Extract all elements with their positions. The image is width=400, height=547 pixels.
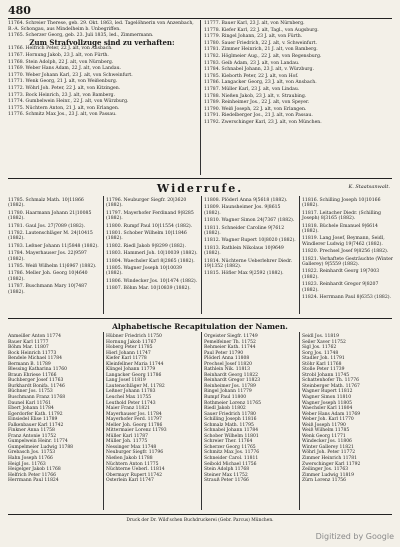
index-entry: Finkner Anna 11758: [8, 428, 55, 434]
revocation-entry: 11813. Rathlein Nikolaus 10|9649 (1882).: [204, 245, 284, 257]
printer-note: Druck der Dr. Wild'schen Buchdruckerei (Gebr. Parcus) München.: [126, 518, 274, 523]
signature: K. Staatsanwalt.: [348, 184, 390, 190]
section-heading: Zum Strafvollzuge sind zu verhaften:: [29, 37, 175, 47]
index-entry: Schneider Carol. 11811: [204, 456, 259, 462]
index-entry: Leuchel Max 11755: [106, 395, 152, 401]
index-entry: Stolle Peter 11739: [302, 367, 345, 373]
revocations-title: Widerrufe.: [156, 182, 244, 195]
revocation-entry: 11817. Leitacher Diedr. (Schilling Joseph) 8|3165 (1882).: [302, 210, 381, 222]
index-entry: Strobl Johann 11745: [302, 372, 350, 378]
index-entry: Waechsler Karl 11804: [302, 406, 353, 412]
index-entry: Daunel Karl 11761: [8, 400, 52, 406]
revocation-entry: 11782. Lautenschläger M. 24|10415 (1882).: [8, 231, 93, 242]
entry: 11792. Zwerschinger Karl, 23 J. alt, von München.: [204, 119, 322, 125]
index-entry: Wagner Simon 11810: [302, 395, 352, 401]
revocation-entry: 11781. Gaul Jos. 27|7089 (1882).: [8, 223, 85, 229]
index-entry: Steinberger Math. 11767: [302, 383, 360, 389]
entry: 11765. Scherzer Georg, geb. 23. Juli 1835, led., Zimmermann.: [8, 33, 154, 39]
index-entry: Winter Gallerey 11821: [302, 444, 354, 450]
entry: 11784. Schnabel Johann, 23 J. alt, v. Würzburg.: [204, 67, 314, 73]
index-entry: Zürn Lorenz 11756: [302, 478, 347, 484]
revocation-entry: 11806. Windecker Jos. 10|1474 (1882).: [106, 278, 198, 284]
index-entry: Orgeister Siegfr. 11749: [204, 334, 258, 339]
index-entry: Egerdorfer Kath. 11792: [8, 411, 63, 417]
entry: 11771. Wenk Georg, 21 J. alt, von Weißenburg.: [8, 79, 118, 85]
revocation-column: [106, 198, 198, 294]
index-entry: Böhm Mar. 11807: [8, 345, 49, 351]
revocation-entry: 11780. Haarmann Johann 21|10085 (1882).: [8, 210, 92, 222]
index-entry: Windecker Jos. 11806: [302, 439, 352, 445]
column-divider: [103, 332, 104, 510]
revocation-column: [8, 198, 100, 297]
revocation-entry: 11800. Rumpf Paul 10|11554 (1882).: [106, 223, 193, 229]
entry: 11779. Ringel Johann, 23 J. alt, von Fürth.: [204, 34, 303, 40]
index-entry: Büchner Jos. 11753: [8, 389, 53, 395]
revocation-entry: 11818. Büchele Emanuel 9|6614 (1882).: [302, 223, 378, 235]
revocation-entry: 11785. Weiß Wilhelm 11|6967 (1882).: [8, 264, 97, 270]
index-entry: Wenk Georg 11771: [302, 433, 346, 439]
index-entry: Stadler Joh. 11791: [302, 356, 345, 362]
column-divider: [201, 196, 202, 314]
entry: 11788. Nießen Jakob, 23 J. alt, v. Straubing.: [204, 93, 307, 99]
index-column: [302, 334, 394, 484]
index-entry: Prechsel Josef 11820: [204, 361, 252, 367]
entry: 11764. Schreier Therese, geb. 29. Okt. 1863, led. Tagelöhnerin von Anzenbach, B.-A. Schongau, aus Mindelheim b. Unbegriffen.: [8, 21, 194, 32]
index-entry: Wagner Rupert 11812: [302, 389, 353, 395]
index-entry: Obermayr Rupert 11742: [106, 472, 162, 478]
index-entry: Hübner Friedrich 11750: [106, 334, 162, 339]
index-entry: Seidl Jos. 11819: [302, 334, 339, 339]
revocation-entry: 11821. Verhaftete Gesträuchte (Winter Gallerey) 9|5559 (1882).: [302, 256, 393, 268]
index-rule: [8, 318, 392, 319]
index-entry: Reinheimer Jos. 11789: [204, 383, 256, 389]
index-entry: Herrmann Paul 11824: [8, 478, 59, 484]
revocation-entry: 11812. Wagner Rupert 10|8020 (1882).: [204, 238, 296, 244]
index-entry: Schilling Joseph 11816: [204, 417, 257, 423]
entry: 11767. Hornung Jakob, 23 J. alt, von Fürth.: [8, 52, 109, 58]
index-entry: Plöderl Anna 11808: [204, 356, 250, 362]
index-entry: Heigl Jos. 11763: [8, 461, 46, 467]
revocation-entry: 11822. Reinhardt Georg 19|7003 (1882).: [302, 269, 380, 280]
index-entry: Bock Heinrich 11773: [8, 350, 57, 356]
index-entry: Riedl Jakob 11802: [204, 406, 246, 412]
top-rule: [8, 18, 392, 19]
index-entry: Weiß Joseph 11790: [302, 422, 346, 428]
entry: 11768. Stein Adolph, 22 J. alt, von Nürnberg.: [8, 59, 114, 65]
index-entry: Sauer Friedrich 11780: [204, 411, 256, 417]
index-column: [204, 334, 296, 484]
index-entry: Müller Karl 11787: [106, 433, 149, 439]
entry: 11787. Müller Karl, 23 J. alt, von Lindau.: [204, 86, 300, 92]
index-entry: Weber Hans Adam 11769: [302, 411, 361, 417]
index-entry: Heigelger Jakob 11768: [8, 467, 61, 473]
index-entry: Mittermaier Lorenz 11793: [106, 428, 167, 434]
revocation-entry: 11785. Schmalz Math. 10|11866 (1882).: [8, 198, 84, 209]
index-entry: Gumpelmeier Ludwig 11788: [8, 444, 74, 450]
index-entry: Schattenhofer Th. 11776: [302, 378, 359, 384]
revocation-entry: 11809. Haunsheimer Jos. 9|8615 (1882).: [204, 205, 281, 216]
top-left-column: [8, 21, 196, 119]
index-entry: Leuthold Peter 11743: [106, 400, 156, 406]
top-right-column: [204, 21, 392, 127]
entry: 11772. Wöhrl Joh. Peter, 22 J. alt, von Kitzingen.: [8, 85, 121, 91]
index-entry: Mayerhofer Ferd. 11797: [106, 417, 162, 423]
column-divider-top: [200, 20, 201, 175]
index-entry: Rumpf Paul 11800: [204, 395, 247, 401]
index-entry: Schreier Ther. 11764: [204, 439, 253, 445]
index-entry: Bendele Michael 11784: [8, 356, 62, 362]
index-entry: Schober Wilhelm 11801: [204, 433, 259, 439]
index-entry: Mayerhauser Jos. 11784: [106, 411, 162, 417]
index-entry: Lautenschläger M. 11782: [106, 383, 165, 389]
revocation-column: [204, 198, 296, 279]
index-entry: Nießen Jakob 11788: [106, 456, 153, 462]
revocation-entry: 11804. Waechsler Karl 8|2865 (1882).: [106, 258, 195, 264]
revocation-entry: 11807. Böhm Mar. 10|10839 (1882).: [106, 286, 191, 292]
index-entry: Wöhrl Joh. Peter 11772: [302, 450, 356, 456]
index-entry: Seibold Michael 11756: [204, 461, 257, 467]
index-entry: Kiefer Karl 11778: [106, 356, 147, 362]
index-entry: Rehmeier Kath. 11744: [204, 345, 256, 351]
entry: 11769. Weber Hans Adam, 22 J. alt, von Landau.: [8, 66, 122, 72]
index-entry: Stein Adolph 11768: [204, 467, 250, 473]
index-entry: Buschmann Franz 11768: [8, 395, 66, 401]
index-entry: Kleinfellner Maria 11744: [106, 361, 164, 367]
entry: 11781. Zimmer Heinrich, 21 J. alt, von Bamberg.: [204, 47, 318, 53]
index-entry: Langacker Georg 11786: [106, 372, 162, 378]
column-divider: [201, 332, 202, 510]
index-entry: Osterlein Karl 11747: [106, 478, 154, 484]
index-entry: Strauß Peter 11766: [204, 478, 249, 484]
index-entry: Ringel Johann 11779: [204, 389, 252, 395]
index-entry: Müller Joh. 11775: [106, 439, 148, 445]
index-entry: Hahn Joseph 11766: [8, 456, 53, 462]
entry: 11789. Reinheimer Jos., 22 J. alt, von Speyer.: [204, 100, 310, 106]
column-divider: [299, 196, 300, 314]
index-entry: Schmitz Max Jos. 11776: [204, 450, 260, 456]
entry: 11776. Schmitz Max Jos., 23 J. alt, von Passau.: [8, 112, 117, 118]
index-entry: Zimmer Heinrich 11781: [302, 456, 358, 462]
index-entry: Einsiedel Elise 11789: [8, 417, 58, 423]
revocation-entry: 11796. Neuburger Siegfr. 20|3620 (1882).: [106, 198, 187, 209]
footer-rule: [8, 514, 392, 515]
column-divider: [103, 196, 104, 314]
index-entry: Franz Antonie 11752: [8, 433, 57, 439]
entry: 11791. Riedelberger Jos., 21 J. alt, von Passau.: [204, 113, 313, 119]
index-entry: Paul Peter 11790: [204, 350, 244, 356]
index-entry: Hierl Johann 11747: [106, 350, 151, 356]
index-entry: Hoberg Peter 11785: [106, 345, 153, 351]
revocation-entry: 11808. Plöderl Anna 9|5618 (1882).: [204, 198, 288, 203]
index-entry: Weiß Wilhelm 11785: [302, 428, 350, 434]
index-column: [8, 334, 100, 484]
index-entry: Reinhardt Gregor 11823: [204, 378, 261, 384]
entry: 11773. Bock Heinrich, 23 J. alt, von Bamberg.: [8, 92, 115, 98]
index-entry: Reinhardt Georg 11822: [204, 372, 258, 378]
index-column: [106, 334, 198, 484]
index-entry: Meller Joh. Georg 11786: [106, 422, 163, 428]
entry: 11783. Geib Adam, 23 J. alt, von Landau.: [204, 60, 300, 66]
revocation-entry: 11814. Nüchterne Ueberlehrer Diedr. 19|1352 (1882).: [204, 258, 293, 270]
index-entry: Ebert Johann 11784: [8, 406, 54, 412]
index-entry: Lang Josef 11819: [106, 378, 146, 384]
entry: 11785. Kieborth Peter, 22 J. alt, von Hof.: [204, 73, 299, 79]
revocation-entry: 11787. Buschmann Mary 10|7487 (1882).: [8, 284, 88, 295]
index-entry: Scherzer Georg 11765: [204, 444, 256, 450]
index-entry: Schnabel Johann 11784: [204, 428, 259, 434]
index-entry: Bauer Karl 11777: [8, 339, 49, 345]
index-entry: Steiner Max 11752: [204, 472, 248, 478]
index-entry: Rothmeier Lorenz 11765: [204, 400, 261, 406]
entry: 11774. Gumbelwein Heinr., 22 J. alt, von Würzburg.: [8, 99, 129, 105]
index-entry: Stöhr Karl 11768: [302, 361, 342, 367]
index-entry: Leßner Johann 11783: [106, 389, 156, 395]
index-entry: Seiler Xaver 11752: [302, 339, 346, 345]
index-entry: Buchberger Josef 11763: [8, 378, 64, 384]
entry: 11778. Kiefer Karl, 22 J. alt, Tagl., von Augsburg.: [204, 27, 319, 33]
index-title: Alphabetische Recapitulation der Namen.: [112, 322, 288, 331]
index-entry: Rathlein Nik. 11813: [204, 367, 251, 373]
index-entry: Zimmer Ludwig 11819: [302, 472, 355, 478]
index-entry: Braun Ehriese 11766: [8, 372, 57, 378]
index-entry: Falkenbauer Karl 11742: [8, 422, 64, 428]
revocation-entry: 11811. Schneider Caroline 9|7612 (1882).: [204, 225, 285, 237]
revocation-entry: 11797. Mayerhofer Ferdinand 9|8285 (1882).: [106, 210, 194, 222]
revocation-entry: 11801. Schober Wilhelm 10|11846 (1882).: [106, 231, 187, 242]
index-entry: Burkhardt Bonifa. 11746: [8, 383, 65, 389]
index-entry: Nüchtern Anton 11775: [106, 461, 159, 467]
revocation-entry: 11816. Schilling Joseph 10|10166 (1882).: [302, 198, 381, 209]
entry: 11770. Weber Johann Karl, 23 J. alt, von Schweinfurt.: [8, 72, 133, 78]
entry: 11766. Helfrich Peter, 22 J. alt, von Ansbach.: [8, 46, 113, 52]
revocation-entry: 11823. Reinhardt Gregor 9|8207 (1882).: [302, 282, 379, 293]
index-entry: Bermann B. 11789: [8, 361, 51, 367]
column-divider: [299, 332, 300, 510]
entry: 11782. Höglmeier Aug., 22 J. alt, von Regensburg.: [204, 53, 322, 59]
revocation-entry: 11824. Herrmann Paul 8|6353 (1882).: [302, 295, 391, 301]
revocation-entry: 11819. Lang Josef, Beymann, Seidl, Windlerer Ludwig 19|7462 (1882).: [302, 236, 385, 247]
index-entry: Sigl Jos. 11762: [302, 345, 337, 351]
revocation-entry: 11786. Meller Joh. Georg 10|4640 (1882).: [8, 271, 88, 282]
revocation-entry: 11784. Mayerhauser Jos. 22|9597 (1882).: [8, 251, 87, 262]
index-entry: Hornung Jakob 11767: [106, 339, 157, 345]
index-entry: Weber Joh. Karl 11770: [302, 417, 354, 423]
index-entry: Zwerschinger Karl 11792: [302, 461, 361, 467]
entry: 11790. Weiß Joseph, 22 J. alt, von Erlangen.: [204, 106, 307, 112]
index-entry: Schmalz Math. 11795: [204, 422, 254, 428]
index-entry: Maier Franz 11821: [106, 406, 150, 412]
index-entry: Wagner Joseph 11805: [302, 400, 352, 406]
revocation-entry: 11805. Wagner Joseph 10|10039 (1882).: [106, 266, 182, 277]
index-entry: Blessing Katharina 11760: [8, 367, 68, 373]
entry: 11775. Nüchtern Anton, 21 J. alt, von Erlangen.: [8, 105, 120, 111]
revocation-entry: 11810. Wagner Simon 24|7367 (1882).: [204, 218, 295, 224]
index-entry: Grebasch Jos. 11753: [8, 450, 56, 456]
index-entry: Neuburger Siegfr. 11796: [106, 450, 164, 456]
index-entry: Gumpelwein Heinr. 11774: [8, 439, 68, 445]
revocation-column: [302, 198, 394, 303]
revocation-entry: 11815. Höfler Max 9|2592 (1882).: [204, 271, 284, 277]
entry: 11786. Langacker Georg, 23 J. alt, von Ansbach.: [204, 80, 317, 86]
section-rule: [8, 178, 392, 179]
index-entry: Anmeiller Anton 11774: [8, 334, 61, 339]
revocation-entry: 11803. Hammerl Joh. 10|10039 (1882).: [106, 251, 198, 257]
digitized-watermark: Digitized by Google: [315, 532, 394, 541]
index-entry: Zeilinger Jos. 11763: [302, 467, 349, 473]
page-number: 480: [8, 4, 31, 17]
index-entry: Klingel Johann 11779: [106, 367, 156, 373]
revocation-entry: 11802. Riedl Jakob 9|8299 (1882).: [106, 243, 186, 249]
revocation-entry: 11820. Prechsel Josef 9|8256 (1882).: [302, 249, 389, 255]
index-entry: Helfrich Peter 11766: [8, 472, 56, 478]
index-entry: Nüchterne Ueberl. 11814: [106, 467, 165, 473]
index-entry: Pemelfeiner Th. 11752: [204, 339, 256, 345]
revocation-entry: 11783. Leßner Johann 11|5848 (1882).: [8, 243, 99, 249]
entry: 11777. Bauer Karl, 23 J. alt, von Nürnberg.: [204, 21, 305, 26]
index-entry: Nessinger Max 11748: [106, 444, 157, 450]
entry: 11780. Sauer Friedrich, 22 J. alt, v. Schweinfurt.: [204, 40, 317, 46]
index-entry: Sorg Jos. 11748: [302, 350, 339, 356]
